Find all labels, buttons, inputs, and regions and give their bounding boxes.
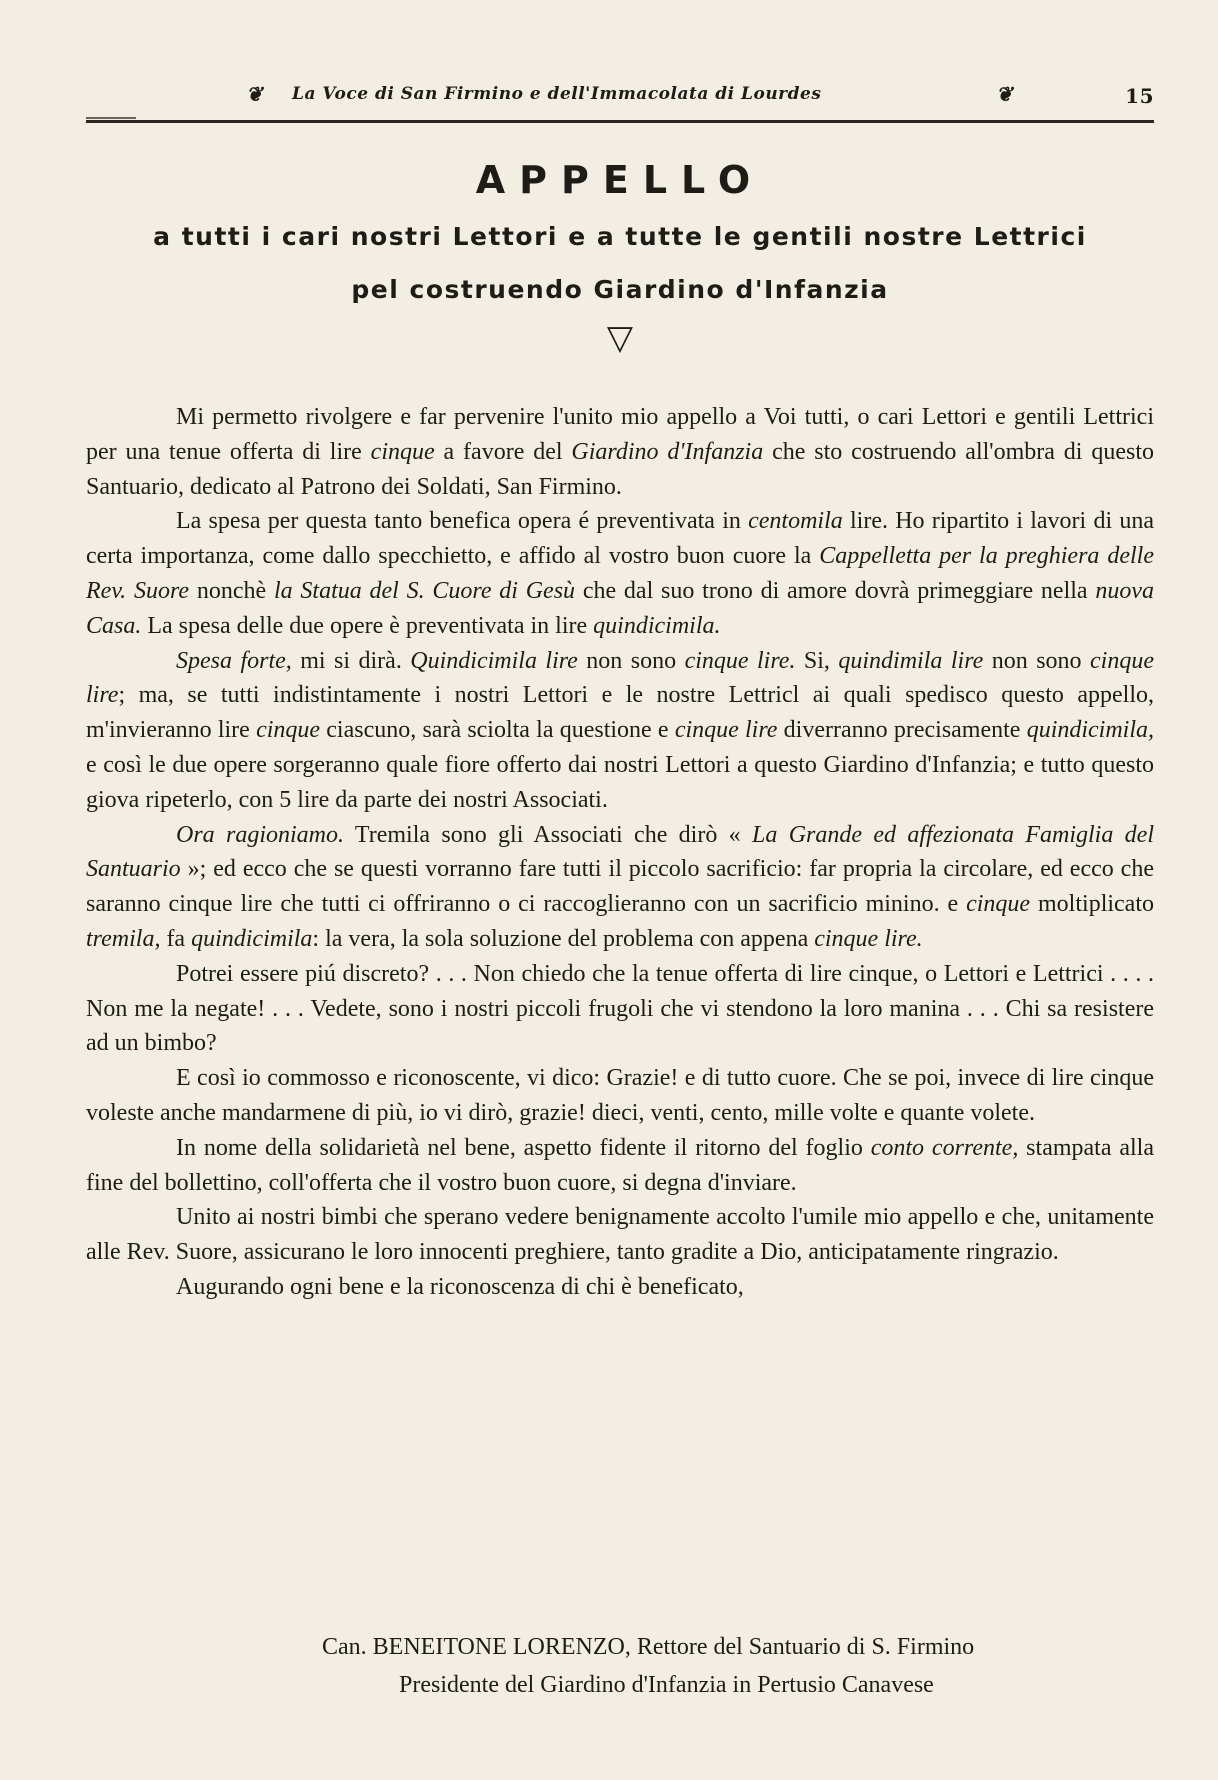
header-rule-thin — [86, 117, 136, 119]
text-run: non sono — [983, 647, 1091, 674]
fleuron-icon: ❦ — [246, 82, 264, 106]
text-run: La spesa per questa tanto benefica opera é preventivata in — [176, 508, 749, 535]
header-rule — [86, 120, 1154, 123]
text-run: Si, — [795, 647, 839, 674]
text-run: non sono — [577, 647, 685, 674]
text-run: che dal suo trono di amore dovrà primeggiare nella — [575, 577, 1096, 604]
signature-block — [86, 1628, 1154, 1704]
italic-run: La Grande ed affezionata Famiglia del Santuario — [86, 821, 1154, 883]
text-run: fa — [160, 925, 192, 952]
paragraph — [86, 957, 1154, 1061]
text-run: Augurando ogni bene e la riconoscenza di chi è beneficato, — [176, 1273, 744, 1300]
text-run: e così le due opere sorgeranno quale fiore offerto dai nostri Lettori a questo Giardino d'Infanzia; e tutto questo giova ripeterlo, con 5 lire da parte dei nostri Associati. — [86, 751, 1154, 813]
italic-run: cinque lire — [86, 647, 1155, 709]
text-run: In nome della solidarietà nel bene, aspetto fidente il ritorno del foglio — [176, 1134, 871, 1161]
text-run: ; ma, se tutti indistintamente i nostri Lettori e le nostre Lettricl ai quali spedisco questo appello, m'invieranno lire — [86, 682, 1154, 744]
letter-body — [86, 400, 1154, 1305]
fleuron-icon: ❦ — [996, 82, 1014, 106]
text-run: diverranno precisamente — [777, 717, 1027, 744]
italic-run: quindicimila, — [1026, 717, 1155, 744]
paragraph — [86, 1061, 1154, 1131]
italic-run: cinque — [256, 717, 321, 744]
text-run: nonchè — [189, 577, 274, 604]
running-header — [86, 80, 1154, 114]
text-run: mi si dirà. — [291, 647, 411, 674]
text-run: Potrei essere piú discreto? . . . Non chiedo che la tenue offerta di lire cinque, o Lettori e Lettrici . . . . Non me la negate! . . . Vedete, sono i nostri piccoli frugoli che vi stendono la loro manina . . . Chi sa resistere ad un bimbo? — [86, 960, 1154, 1057]
italic-run: quindimila lire — [838, 647, 984, 674]
italic-run: cinque lire — [674, 717, 778, 744]
italic-run: cinque lire. — [684, 647, 796, 674]
paragraph — [86, 400, 1154, 504]
italic-run: centomila — [748, 508, 843, 535]
text-run: E così io commosso e riconoscente, vi dico: Grazie! e di tutto cuore. Che se poi, invece di lire cinque voleste anche mandarmene di più, io vi dirò, grazie! dieci, venti, cento, mille volte e quante volete. — [86, 1065, 1154, 1126]
appeal-subtitle-line-2: pel costruendo Giardino d'Infanzia — [351, 275, 889, 304]
paragraph — [86, 1270, 1154, 1305]
italic-run: cinque — [370, 438, 435, 465]
text-run: Tremila sono gli Associati che dirò « — [344, 821, 753, 848]
italic-run: conto corrente — [870, 1134, 1013, 1161]
paragraph — [86, 1200, 1154, 1270]
text-run: Unito ai nostri bimbi che sperano vedere benignamente accolto l'umile mio appello e che, unitamente alle Rev. Suore, assicurano le loro innocenti preghiere, tanto gradite a Dio, anticipatamente ringrazio. — [86, 1204, 1154, 1266]
italic-run: Spesa forte, — [176, 647, 292, 674]
text-run: lire. Ho ripartito i lavori di una certa importanza, come dallo specchietto, e affido al vostro buon cuore la — [86, 508, 1154, 570]
journal-title: La Voce di San Firmino e dell'Immacolata di Lourdes — [292, 84, 822, 104]
text-run: »; ed ecco che se questi vorranno fare tutti il piccolo sacrificio: far propria la circolare, ed ecco che saranno cinque lire che tutti ci offriranno o ci raccoglieranno con un sacrificio minino. e — [86, 856, 1154, 918]
paragraph — [86, 644, 1154, 818]
appeal-subtitle-line-1: a tutti i cari nostri Lettori e a tutte le gentili nostre Lettrici — [153, 222, 1087, 251]
italic-run: tremila, — [86, 925, 161, 952]
text-run: , stampata alla fine del bollettino, coll'offerta che il vostro buon cuore, si degna d'inviare. — [86, 1134, 1154, 1196]
text-run: che sto costruendo all'ombra di questo Santuario, dedicato al Patrono dei Soldati, San Firmino. — [86, 438, 1155, 500]
text-run: a favore del — [434, 438, 572, 465]
italic-run: cinque — [966, 891, 1031, 918]
appeal-title: APPELLO — [475, 158, 765, 202]
signature-line-2: Presidente del Giardino d'Infanzia in Pertusio Canavese — [399, 1672, 934, 1698]
italic-run: la Statua del S. Cuore di Gesù — [273, 577, 576, 604]
text-run: ciascuno, sarà sciolta la questione e — [320, 717, 675, 744]
paragraph — [86, 1131, 1154, 1201]
text-run: moltiplicato — [1030, 891, 1154, 918]
italic-run: quindicimila. — [593, 612, 721, 639]
page-number: 15 — [1125, 84, 1154, 108]
italic-run: quindicimila — [191, 925, 313, 952]
italic-run: Ora ragioniamo. — [176, 821, 345, 848]
paragraph — [86, 504, 1154, 643]
italic-run: Quindicimila lire — [410, 647, 578, 674]
text-run: Mi permetto rivolgere e far pervenire l'unito mio appello a Voi tutti, o cari Lettori e gentili Lettrici per una tenue offerta di lire — [86, 404, 1154, 465]
text-run: : la vera, la sola soluzione del problema con appena — [312, 925, 815, 952]
italic-run: cinque lire. — [814, 925, 923, 952]
signature-line-1: Can. BENEITONE LORENZO, Rettore del Santuario di S. Firmino — [322, 1634, 975, 1660]
paragraph — [86, 818, 1154, 957]
italic-run: nuova Casa. — [86, 577, 1154, 639]
triangle-ornament-icon: ▽ — [606, 318, 634, 358]
italic-run: Cappelletta per la preghiera delle Rev. Suore — [86, 543, 1154, 604]
italic-run: Giardino d'Infanzia — [571, 438, 764, 465]
text-run: La spesa delle due opere è preventivata in lire — [141, 612, 594, 639]
